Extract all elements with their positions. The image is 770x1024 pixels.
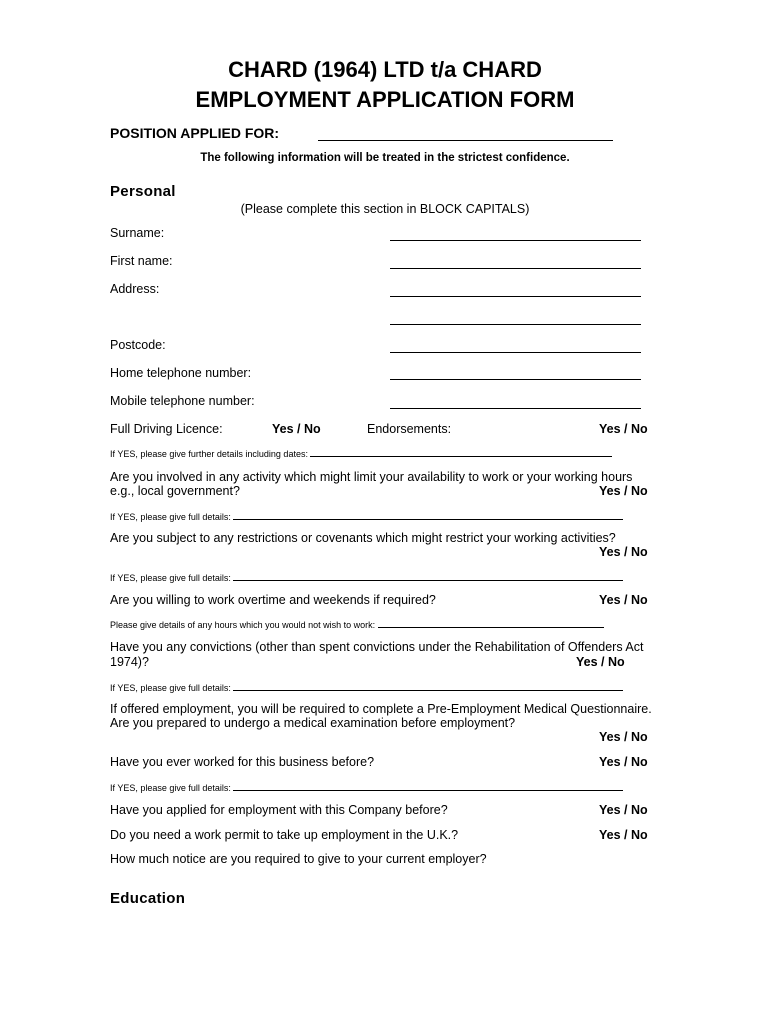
education-heading: Education (110, 890, 186, 907)
endorsements-details-row (110, 448, 612, 459)
mobile-phone-label: Mobile telephone number: (110, 394, 255, 408)
q-overtime-details-label: Please give details of any hours which you would not wish to work: (110, 620, 376, 630)
position-input[interactable] (318, 128, 613, 141)
q-medical-line1: If offered employment, you will be required to complete a Pre-Employment Medical Questionnaire. (110, 702, 652, 716)
q-worked-before-details-row (110, 782, 623, 793)
q-overtime-details-input[interactable] (378, 619, 604, 628)
confidentiality-note: The following information will be treated in the strictest confidence. (200, 152, 570, 164)
surname-input[interactable] (390, 228, 641, 241)
q-restrictions-details-row (110, 572, 623, 583)
q-convictions-details-input[interactable] (233, 682, 623, 691)
q-convictions-details-row (110, 682, 623, 693)
q-convictions-details-label: If YES, please give full details: (110, 683, 231, 693)
postcode-input[interactable] (390, 340, 641, 353)
q-restrictions-yes-no[interactable]: Yes / No (599, 545, 648, 559)
q-activity-yes-no[interactable]: Yes / No (599, 484, 648, 498)
first-name-input[interactable] (390, 256, 641, 269)
q-activity-details-row (110, 511, 623, 522)
address-input-line1[interactable] (390, 284, 641, 297)
q-convictions-yes-no[interactable]: Yes / No (576, 655, 625, 669)
driving-licence-label: Full Driving Licence: (110, 422, 223, 436)
home-phone-label: Home telephone number: (110, 366, 252, 380)
personal-heading: Personal (110, 183, 176, 200)
q-overtime-details-row (110, 619, 604, 630)
q-overtime-yes-no[interactable]: Yes / No (599, 593, 648, 607)
q-applied-before: Have you applied for employment with this Company before? (110, 803, 448, 817)
form-title-line2: EMPLOYMENT APPLICATION FORM (195, 87, 575, 112)
endorsements-details-label: If YES, please give further details including dates: (110, 449, 308, 459)
address-input-line2[interactable] (390, 312, 641, 325)
q-convictions-line2: 1974)? (110, 655, 149, 669)
q-medical-line2: Are you prepared to undergo a medical examination before employment? (110, 716, 516, 730)
q-overtime: Are you willing to work overtime and weekends if required? (110, 593, 436, 607)
block-capitals-note: (Please complete this section in BLOCK CAPITALS) (240, 202, 530, 216)
surname-label: Surname: (110, 226, 165, 240)
endorsements-yes-no[interactable]: Yes / No (599, 422, 648, 436)
q-activity-line2: e.g., local government? (110, 484, 240, 498)
q-restrictions-details-label: If YES, please give full details: (110, 573, 231, 583)
q-worked-before-yes-no[interactable]: Yes / No (599, 755, 648, 769)
q-worked-before-details-label: If YES, please give full details: (110, 783, 231, 793)
q-activity-details-input[interactable] (233, 511, 623, 520)
first-name-label: First name: (110, 254, 173, 268)
q-restrictions-details-input[interactable] (233, 572, 623, 581)
q-worked-before: Have you ever worked for this business before? (110, 755, 375, 769)
position-label: POSITION APPLIED FOR: (110, 125, 280, 141)
endorsements-details-input[interactable] (310, 448, 612, 457)
q-medical-yes-no[interactable]: Yes / No (599, 730, 648, 744)
q-work-permit-yes-no[interactable]: Yes / No (599, 828, 648, 842)
q-worked-before-details-input[interactable] (233, 782, 623, 791)
q-notice-period: How much notice are you required to give to your current employer? (110, 852, 487, 866)
q-activity-line1: Are you involved in any activity which might limit your availability to work or your working hours (110, 470, 633, 484)
postcode-label: Postcode: (110, 338, 166, 352)
form-title-line1: CHARD (1964) LTD t/a CHARD (228, 57, 542, 82)
q-work-permit: Do you need a work permit to take up employment in the U.K.? (110, 828, 459, 842)
endorsements-label: Endorsements: (367, 422, 452, 436)
address-label: Address: (110, 282, 160, 296)
q-convictions-line1: Have you any convictions (other than spent convictions under the Rehabilitation of Offenders Act (110, 640, 644, 654)
driving-licence-yes-no[interactable]: Yes / No (272, 422, 321, 436)
q-applied-before-yes-no[interactable]: Yes / No (599, 803, 648, 817)
home-phone-input[interactable] (390, 367, 641, 380)
q-restrictions: Are you subject to any restrictions or covenants which might restrict your working activities? (110, 531, 616, 545)
mobile-phone-input[interactable] (390, 396, 641, 409)
q-activity-details-label: If YES, please give full details: (110, 512, 231, 522)
